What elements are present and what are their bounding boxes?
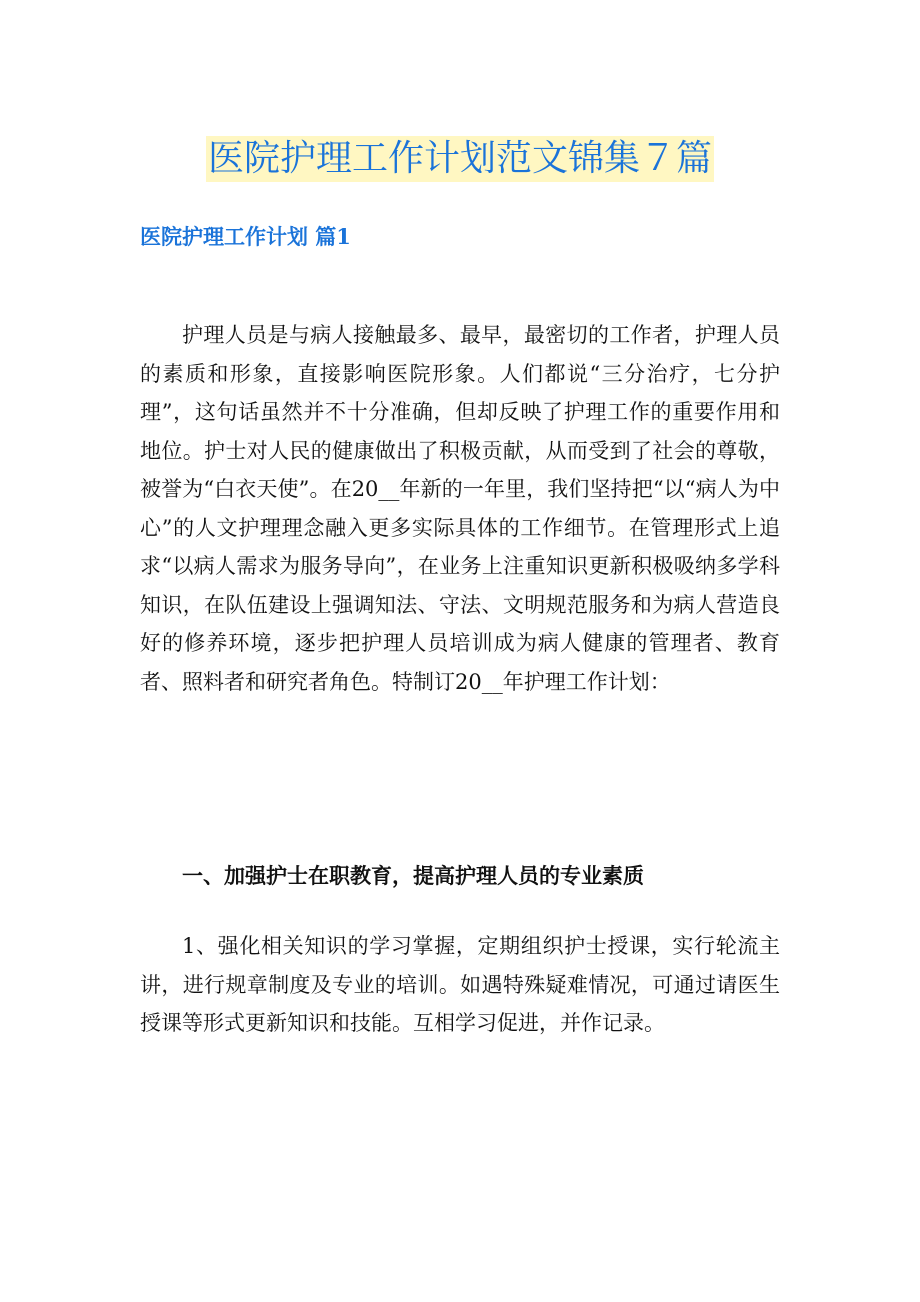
body-paragraph-1: 护理人员是与病人接触最多、最早，最密切的工作者，护理人员的素质和形象，直接影响医院形象。人们都说“三分治疗，七分护理”，这句话虽然并不十分准确，但却反映了护理工作的重要作用和地位。护士对人民的健康做出了积极贡献，从而受到了社会的尊敬，被誉为“白衣天使”。在20__年新的一年里，我们坚持把“以“病人为中心”的人文护理理念融入更多实际具体的工作细节。在管理形式上追求“以病人需求为服务导向”，在业务上注重知识更新积极吸纳多学科知识，在队伍建设上强调知法、守法、文明规范服务和为病人营造良好的修养环境，逐步把护理人员培训成为病人健康的管理者、教育者、照料者和研究者角色。特制订20__年护理工作计划： bbox=[140, 323, 780, 694]
document-title: 医院护理工作计划范文锦集７篇 bbox=[206, 136, 714, 182]
section-heading: 医院护理工作计划 篇1 bbox=[140, 224, 351, 249]
subheading-1: 一、加强护士在职教育，提高护理人员的专业素质 bbox=[182, 863, 644, 888]
title-container bbox=[0, 136, 920, 182]
body-paragraph-2: 1、强化相关知识的学习掌握，定期组织护士授课，实行轮流主讲，进行规章制度及专业的培训。如遇特殊疑难情况，可通过请医生授课等形式更新知识和技能。互相学习促进，并作记录。 bbox=[140, 934, 780, 1035]
